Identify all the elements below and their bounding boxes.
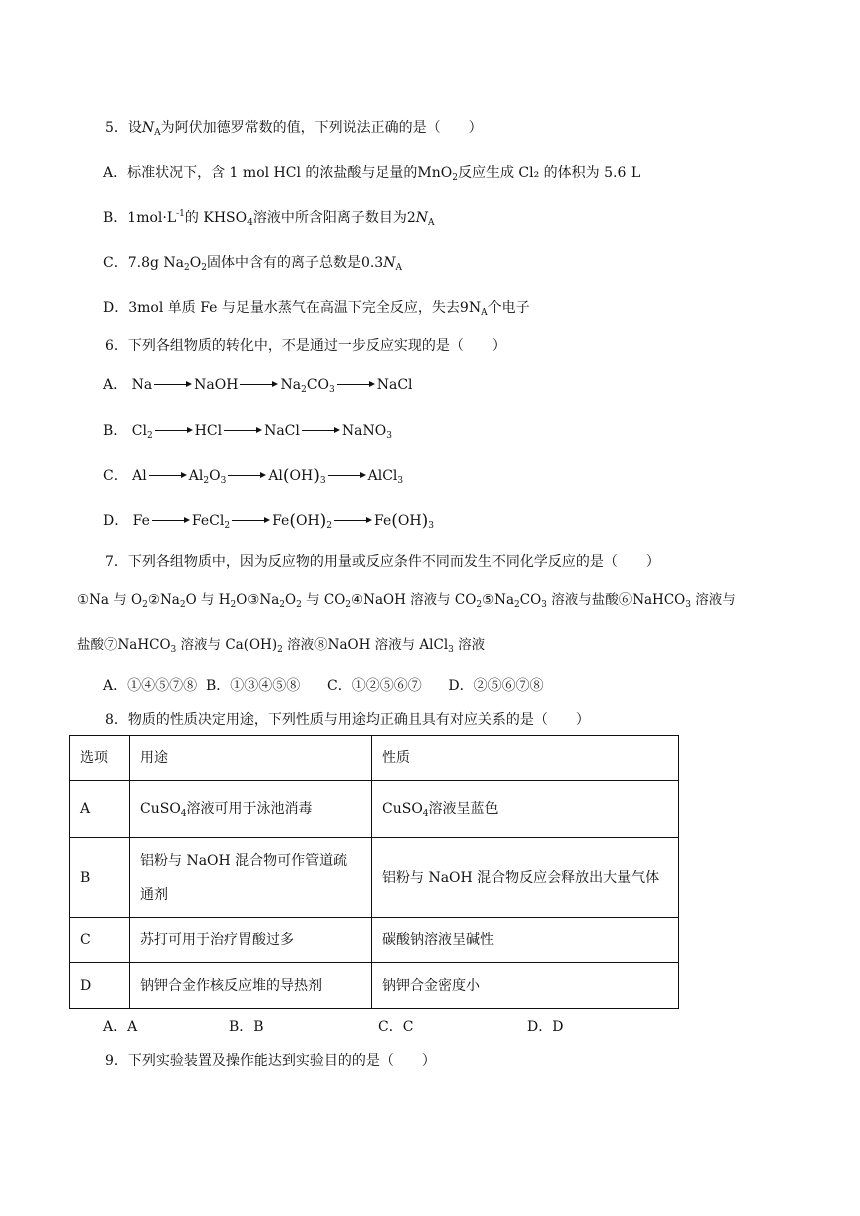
arrow-icon [337, 380, 375, 390]
q7-options: A．①④⑤⑦⑧ B．①③④⑤⑧ C．①②⑤⑥⑦ D．②⑤⑥⑦⑧ [103, 678, 544, 694]
table-row [70, 918, 679, 963]
q5-stem: 5．设$N_A$为阿伏加德罗常数的值，下列说法正确的是（ ） [105, 120, 483, 138]
header-option: 选项 [70, 736, 130, 781]
q6-option-d: D． Fe FeCl$_2$ $Fe(OH)_2$ $Fe(OH)_3$ [103, 511, 434, 531]
q6-option-b: B． $Cl_2$ HCl NaCl NaNO$_3$ [103, 423, 392, 441]
table-row [70, 963, 679, 1009]
arrow-icon [240, 380, 278, 390]
q5-option-d: D．3mol 单质 Fe 与足量水蒸气在高温下完全反应，失去$9N_A$个电子 [103, 300, 530, 318]
q7-items-line2: 盐酸⑦NaHCO$_3$ 溶液与 $Ca(OH)_2$ 溶液⑧NaOH 溶液与 AlCl$_3$ 溶液 [77, 637, 486, 655]
arrow-icon [328, 471, 366, 481]
q6-option-a: A． Na NaOH $Na_2CO_3$ NaCl [103, 377, 413, 395]
arrow-icon [155, 426, 193, 436]
row-option: D [70, 963, 130, 1009]
header-use: 用途 [130, 736, 372, 781]
row-property: 铝粉与 NaOH 混合物反应会释放出大量气体 [372, 838, 679, 918]
q8-answer-b: B．B [229, 1019, 264, 1035]
arrow-icon [334, 516, 372, 526]
q8-answer-c: C．C [378, 1019, 414, 1035]
arrow-icon [224, 426, 262, 436]
q9-stem: 9．下列实验装置及操作能达到实验目的的是（ ） [105, 1053, 436, 1069]
q8-answer-a: A．A [103, 1019, 138, 1035]
q6-stem: 6．下列各组物质的转化中，不是通过一步反应实现的是（ ） [105, 338, 506, 354]
row-use: 铝粉与 NaOH 混合物可作管道疏 通剂 [130, 838, 372, 918]
arrow-icon [154, 380, 192, 390]
row-option: A [70, 781, 130, 838]
row-property: 钠钾合金密度小 [372, 963, 679, 1009]
table-row [70, 838, 679, 918]
arrow-icon [152, 516, 190, 526]
row-option: B [70, 838, 130, 918]
header-property: 性质 [372, 736, 679, 781]
row-option: C [70, 918, 130, 963]
q8-stem: 8．物质的性质决定用途，下列性质与用途均正确且具有对应关系的是（ ） [105, 712, 590, 728]
arrow-icon [228, 471, 266, 481]
arrow-icon [302, 426, 340, 436]
q5-option-b: B．$1mol\cdot L^{-1}$的 $KHSO_4$溶液中所含阳离子数目为$2N_A$ [103, 209, 435, 228]
table-row [70, 781, 679, 838]
row-property: 碳酸钠溶液呈碱性 [372, 918, 679, 963]
row-use: CuSO$_4$溶液可用于泳池消毒 [130, 781, 372, 838]
q8-table [69, 735, 679, 1009]
q7-items-line1: ①Na 与 $O_2②Na_2O$ 与 $H_2O③Na_2O_2$ 与 $CO_2④NaOH$ 溶液与 $CO_2⑤Na_2CO_3$ 溶液与盐酸⑥NaHCO$_3$ 溶液与 [77, 592, 736, 610]
row-use: 苏打可用于治疗胃酸过多 [130, 918, 372, 963]
q8-answer-d: D．D [527, 1019, 564, 1035]
row-use: 钠钾合金作核反应堆的导热剂 [130, 963, 372, 1009]
q7-stem: 7．下列各组物质中，因为反应物的用量或反应条件不同而发生不同化学反应的是（ ） [105, 554, 660, 570]
q5-option-c: C．7.8g $Na_2O_2$固体中含有的离子总数是$0.3N_A$ [103, 255, 402, 273]
row-property: CuSO$_4$溶液呈蓝色 [372, 781, 679, 838]
q6-option-c: C． Al $Al_2O_3$ $Al(OH)_3$ AlCl$_3$ [103, 466, 404, 486]
arrow-icon [149, 471, 187, 481]
table-header-row [70, 736, 679, 781]
arrow-icon [232, 516, 270, 526]
q5-option-a: A．标准状况下，含 1 mol HCl 的浓盐酸与足量的MnO$_2$反应生成 Cl₂ 的体积为 5.6 L [103, 165, 641, 183]
